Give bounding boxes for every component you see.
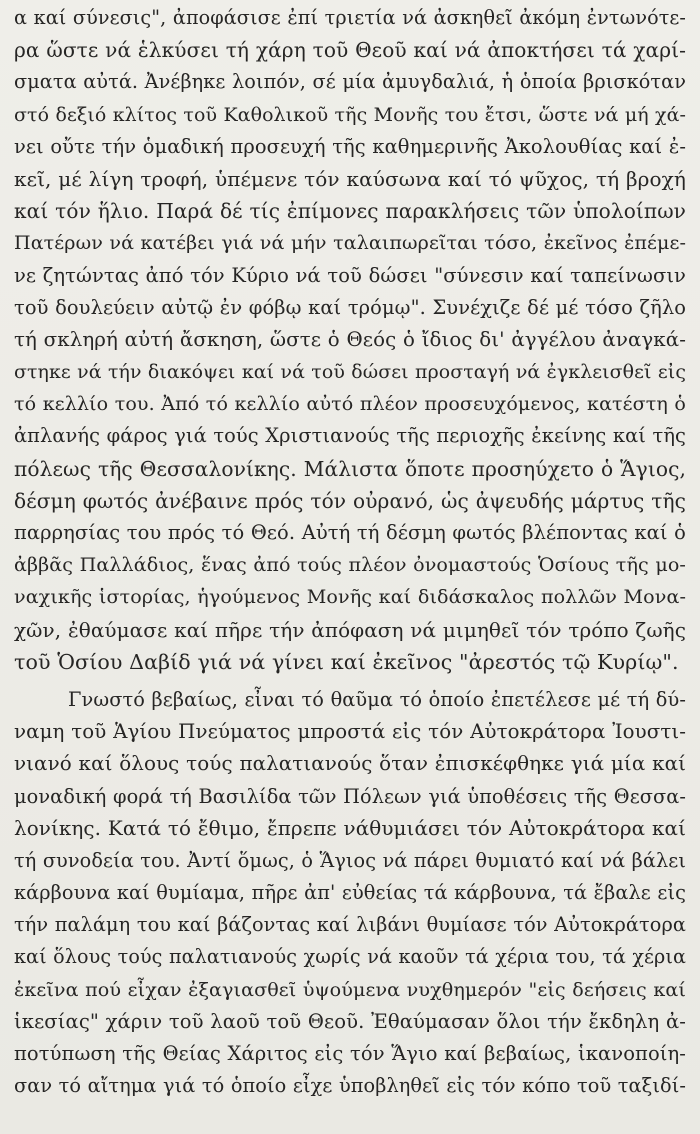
text-line: ἱκεσίας" χάριν τοῦ λαοῦ τοῦ Θεοῦ. Ἐθαύμασαν ὅλοι τήν ἔκδηλη ἀ- xyxy=(14,1009,686,1033)
text-line: καί ὅλους τούς παλατιανούς χωρίς νά καοῦν τά χέρια του, τά χέρια xyxy=(14,945,686,969)
text-line: καί τόν ἥλιο. Παρά δέ τίς ἐπίμονες παρακλήσεις τῶν ὑπολοίπων xyxy=(14,199,686,224)
text-line: ναχικῆς ἱστορίας, ἡγούμενος Μονῆς καί διδάσκαλος πολλῶν Μονα- xyxy=(14,585,686,609)
text-line: κάρβουνα καί θυμίαμα, πῆρε ἀπ' εὐθείας τά κάρβουνα, τά ἔβαλε εἰς xyxy=(14,881,686,905)
text-line: νιανό καί ὅλους τούς παλατιανούς ὅταν ἐπισκέφθηκε γιά μία καί xyxy=(14,752,686,776)
text-line: ναμη τοῦ Ἁγίου Πνεύματος μπροστά εἰς τόν Αὐτοκράτορα Ἰουστι- xyxy=(14,720,686,744)
text-line: παρρησίας του πρός τό Θεό. Αὐτή τή δέσμη φωτός βλέποντας καί ὁ xyxy=(14,521,686,544)
text-line: λονίκης. Κατά τό ἔθιμο, ἔπρεπε νάθυμιάσει τόν Αὐτοκράτορα καί xyxy=(14,816,686,840)
text-line: νει οὔτε τήν ὁμαδική προσευχή τῆς καθημερινῆς Ἀκολουθίας καί ἐ- xyxy=(14,134,686,158)
text-line: ποτύπωση τῆς Θείας Χάριτος εἰς τόν Ἅγιο καί βεβαίως, ἱκανοποίη- xyxy=(14,1042,686,1065)
text-line: στηκε νά τήν διακόψει καί νά τοῦ δώσει προσταγή νά ἐγκλεισθεῖ εἰς xyxy=(14,361,686,384)
text-line: Πατέρων νά κατέβει γιά νά μήν ταλαιπωρεῖται τόσο, ἐκεῖνος ἐπέμε- xyxy=(14,232,686,255)
text-line: ἀπλανής φάρος γιά τούς Χριστιανούς τῆς περιοχῆς ἐκείνης καί τῆς xyxy=(14,424,686,448)
text-line: τήν παλάμη του καί βάζοντας καί λιβάνι θυμίασε τόν Αὐτοκράτορα xyxy=(14,913,686,937)
text-line: τοῦ δουλεύειν αὐτῷ ἐν φόβῳ καί τρόμῳ". Συνέχιζε δέ μέ τόσο ζῆλο xyxy=(14,295,686,319)
text-line: πόλεως τῆς Θεσσαλονίκης. Μάλιστα ὅποτε προσηύχετο ὁ Ἅγιος, xyxy=(14,456,686,481)
text-line: κεῖ, μέ λίγη τροφή, ὑπέμενε τόν καύσωνα καί τό ψῦχος, τή βροχή xyxy=(14,166,686,191)
text-line: ρα ὥστε νά ἑλκύσει τή χάρη τοῦ Θεοῦ καί νά ἀποκτήσει τά χαρί- xyxy=(14,38,686,63)
text-line: νε ζητώντας ἀπό τόν Κύριο νά τοῦ δώσει "σύνεσιν καί ταπείνωσιν xyxy=(14,263,686,287)
text-line: δέσμη φωτός ἀνέβαινε πρός τόν οὐρανό, ὡς ἀψευδής μάρτυς τῆς xyxy=(14,488,686,513)
text-line: μοναδική φορά τή Βασιλίδα τῶν Πόλεων γιά ὑποθέσεις τῆς Θεσσα- xyxy=(14,784,686,808)
text-line: ἀββᾶς Παλλάδιος, ἕνας ἀπό τούς πλέον ὀνομαστούς Ὁσίους τῆς μο- xyxy=(14,553,686,577)
text-line: σματα αὐτά. Ἀνέβηκε λοιπόν, σέ μία ἀμυγδαλιά, ἡ ὁποία βρισκόταν xyxy=(14,70,686,94)
text-line: α καί σύνεσις", ἀποφάσισε ἐπί τριετία νά ἀσκηθεῖ ἀκόμη ἐντωνότε- xyxy=(14,6,686,29)
text-line: στό δεξιό κλίτος τοῦ Καθολικοῦ τῆς Μονῆς του ἔτσι, ὥστε νά μή χά- xyxy=(14,103,686,126)
text-line: σαν τό αἴτημα γιά τό ὁποίο εἶχε ὑποβληθεῖ εἰς τόν κόπο τοῦ ταξιδί- xyxy=(14,1074,686,1098)
text-line: τό κελλίο του. Ἀπό τό κελλίο αὐτό πλέον προσευχόμενος, κατέστη ὁ xyxy=(14,393,686,416)
text-line: τή σκληρή αὐτή ἄσκηση, ὥστε ὁ Θεός ὁ ἴδιος δι' ἀγγέλου ἀναγκά- xyxy=(14,327,686,351)
text-line: Γνωστό βεβαίως, εἶναι τό θαῦμα τό ὁποίο ἐπετέλεσε μέ τή δύ- xyxy=(68,687,686,711)
text-line: τή συνοδεία του. Ἀντί ὅμως, ὁ Ἅγιος νά πάρει θυμιατό καί νά βάλει xyxy=(14,848,686,872)
text-line: τοῦ Ὁσίου Δαβίδ γιά νά γίνει καί ἐκεῖνος "ἀρεστός τῷ Κυρίῳ". xyxy=(14,649,679,674)
text-line: χῶν, ἐθαύμασε καί πῆρε τήν ἀπόφαση νά μιμηθεῖ τόν τρόπο ζωῆς xyxy=(14,617,686,642)
body-text xyxy=(14,2,686,1102)
paragraph-2 xyxy=(14,684,686,1102)
text-line: ἐκεῖνα πού εἶχαν ἐξαγιασθεῖ ὑψούμενα νυχθημερόν "εἰς δεήσεις καί xyxy=(14,977,686,1001)
paragraph-1 xyxy=(14,2,686,678)
